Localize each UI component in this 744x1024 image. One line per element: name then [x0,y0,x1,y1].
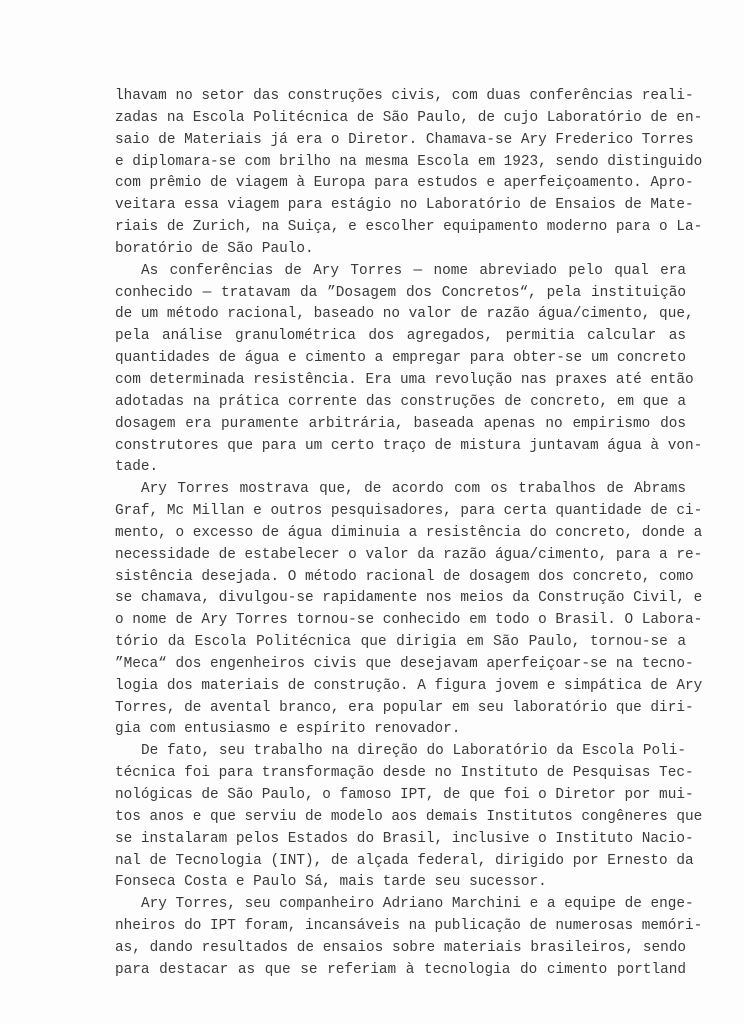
text-line: necessidade de estabelecer o valor da razão água/cimento, para a re- [115,546,703,563]
text-line: tos anos e que serviu de modelo aos demais Institutos congêneres que [115,808,703,825]
text-line: pela análise granulométrica dos agregados, permitia calcular as [115,328,686,345]
paragraph [115,894,703,981]
text-line: gia com entusiasmo e espírito renovador. [115,721,461,738]
text-line: as, dando resultados de ensaios sobre materiais brasileiros, sendo [115,939,686,956]
document-body [115,86,703,982]
text-line: As conferências de Ary Torres — nome abreviado pelo qual era [141,262,686,279]
text-line: para destacar as que se referiam à tecnologia do cimento portland [115,961,686,978]
text-line: logia dos materiais de construção. A figura jovem e simpática de Ary [115,677,703,694]
text-line: Torres, de avental branco, era popular em seu laboratório que diri- [115,699,694,716]
text-line: quantidades de água e cimento a empregar para obter-se um concreto [115,350,686,367]
text-line: tade. [115,459,159,476]
text-line: Fonseca Costa e Paulo Sá, mais tarde seu sucessor. [115,874,547,891]
text-line: boratório de São Paulo. [115,240,314,257]
paragraph [115,86,703,261]
text-line: mento, o excesso de água diminuia a resistência do concreto, donde a [115,524,703,541]
text-line: dosagem era puramente arbitrária, baseada apenas no empirismo dos [115,415,686,432]
text-line: se instalaram pelos Estados do Brasil, inclusive o Instituto Nacio- [115,830,694,847]
text-line: lhavam no setor das construções civis, com duas conferências reali- [115,88,694,104]
text-line: De fato, seu trabalho na direção do Laboratório da Escola Poli- [141,743,686,760]
text-line: conhecido — tratavam da ”Dosagem dos Concretos“, pela instituição [115,284,686,301]
paragraph [115,479,703,741]
text-line: zadas na Escola Politécnica de São Paulo, de cujo Laboratório de en- [115,109,703,126]
text-line: Ary Torres, seu companheiro Adriano Marchini e a equipe de enge- [141,896,694,913]
paragraph [115,741,703,894]
text-line: de um método racional, baseado no valor de razão água/cimento, que, [115,306,694,323]
text-line: nheiros do IPT foram, incansáveis na publicação de numerosas memóri- [115,918,703,935]
text-line: ”Meca“ dos engenheiros civis que desejavam aperfeiçoar-se na tecno- [115,655,694,672]
text-line: tório da Escola Politécnica que dirigia em São Paulo, tornou-se a [115,634,686,651]
text-line: com determinada resistência. Era uma revolução nas praxes até então [115,371,694,388]
paragraph [115,261,703,479]
text-line: e diplomara-se com brilho na mesma Escola em 1923, sendo distinguido [115,153,703,170]
text-line: Graf, Mc Millan e outros pesquisadores, para certa quantidade de ci- [115,503,703,520]
text-line: o nome de Ary Torres tornou-se conhecido em todo o Brasil. O Labora- [115,612,703,629]
text-line: veitara essa viagem para estágio no Laboratório de Ensaios de Mate- [115,197,694,214]
text-line: técnica foi para transformação desde no Instituto de Pesquisas Tec- [115,765,694,782]
text-line: Ary Torres mostrava que, de acordo com os trabalhos de Abrams [141,481,686,498]
text-line: construtores que para um certo traço de mistura juntavam água à von- [115,437,703,454]
text-line: sistência desejada. O método racional de dosagem dos concreto, como [115,568,694,585]
text-line: nal de Tecnologia (INT), de alçada federal, dirigido por Ernesto da [115,852,694,869]
text-line: com prêmio de viagem à Europa para estudos e aperfeiçoamento. Apro- [115,175,694,192]
text-line: nológicas de São Paulo, o famoso IPT, de que foi o Diretor por mui- [115,787,694,803]
text-line: se chamava, divulgou-se rapidamente nos meios da Construção Civil, e [115,590,703,607]
text-line: riais de Zurich, na Suiça, e escolher equipamento moderno para o La- [115,219,703,236]
text-line: adotadas na prática corrente das construções de concreto, em que a [115,393,686,410]
text-line: saio de Materiais já era o Diretor. Chamava-se Ary Frederico Torres [115,131,694,148]
